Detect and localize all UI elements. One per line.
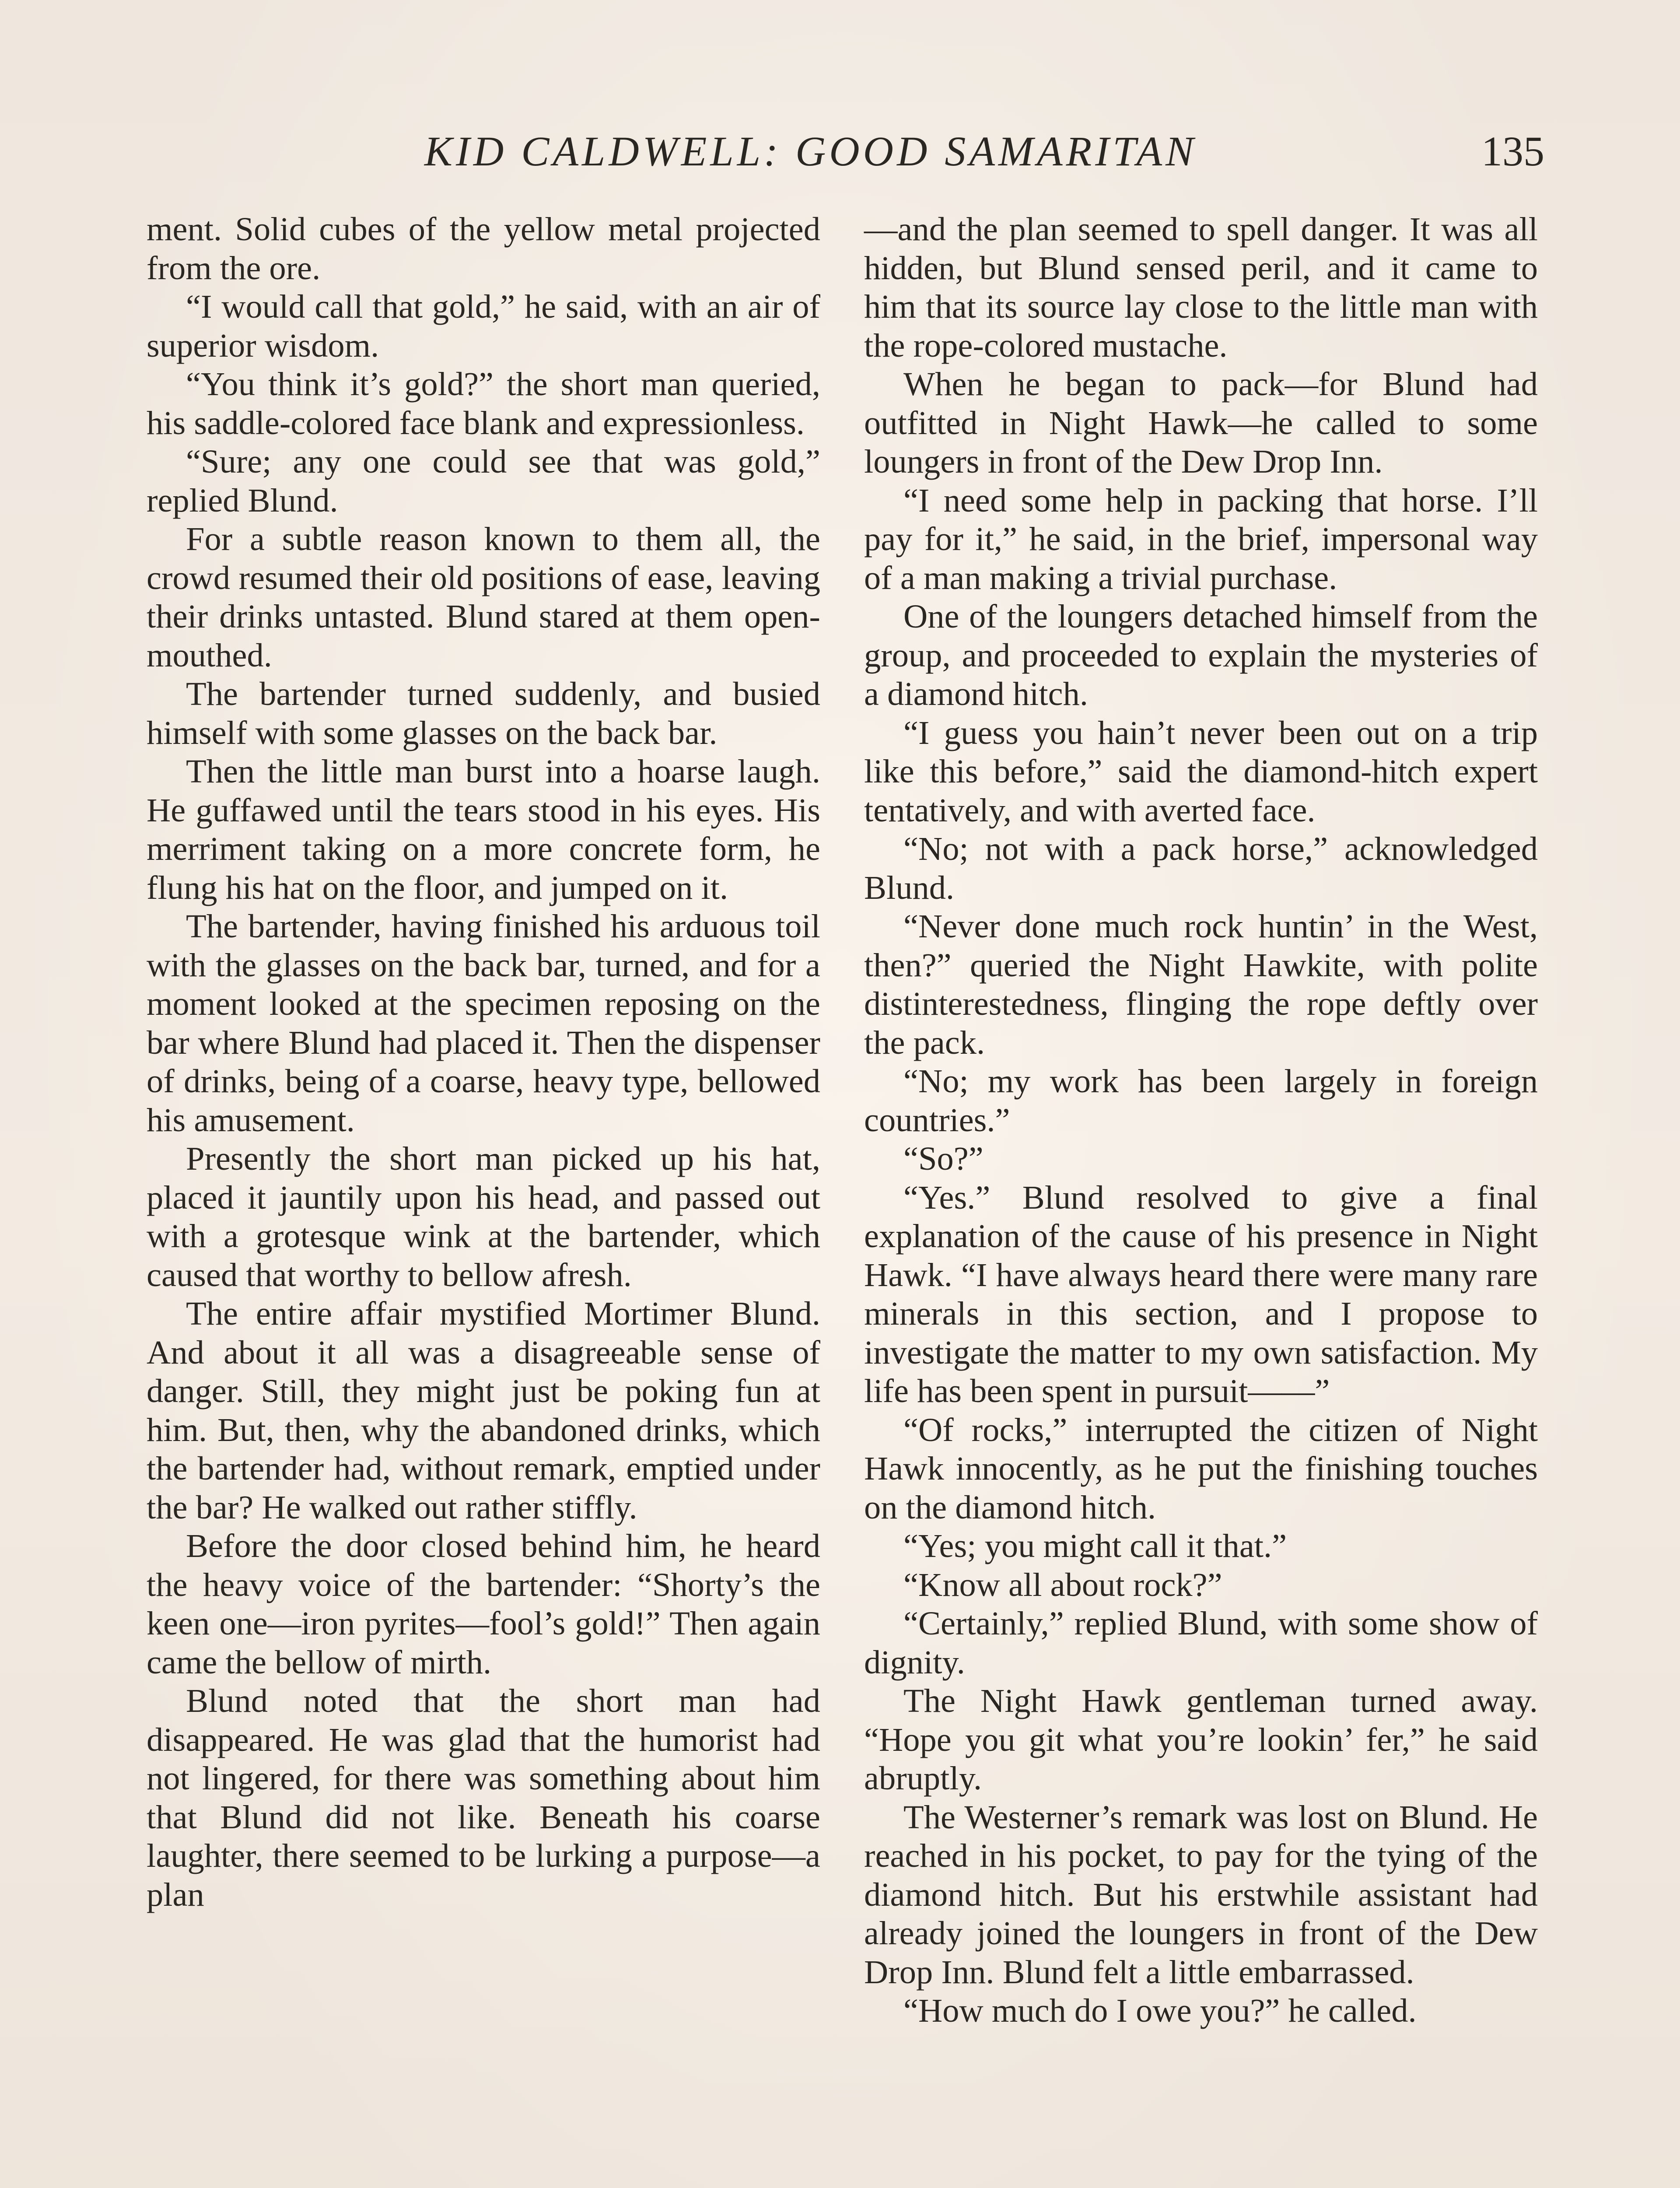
paragraph: ment. Solid cubes of the yellow metal projected from the ore. xyxy=(147,210,820,287)
paragraph: “So?” xyxy=(903,1140,984,1177)
paragraph: “I need some help in packing that horse. I’ll pay for it,” he said, in the brief, impersonal way of a man making a trivial purchase. xyxy=(864,481,1538,596)
running-title: KID CALDWELL: GOOD SAMARITAN xyxy=(424,128,1197,175)
paragraph: “I guess you hain’t never been out on a trip like this before,” said the diamond-hitch expert tentatively, and with averted face. xyxy=(864,714,1538,829)
right-column xyxy=(864,210,1538,2030)
paragraph: Before the door closed behind him, he heard the heavy voice of the bartender: “Shorty’s the keen one—iron pyrites—fool’s gold!” Then again came the bellow of mirth. xyxy=(147,1527,820,1681)
paragraph: “Know all about rock?” xyxy=(903,1566,1222,1603)
paragraph: One of the loungers detached himself from the group, and proceeded to explain the mysteries of a diamond hitch. xyxy=(864,598,1538,712)
page-header xyxy=(144,127,1544,188)
paragraph: The bartender, having finished his arduous toil with the glasses on the back bar, turned, and for a moment looked at the specimen reposing on the bar where Blund had placed it. Then the dispenser of drinks, being of a coarse, heavy type, bellowed his amusement. xyxy=(147,908,820,1139)
paragraph: “No; my work has been largely in foreign countries.” xyxy=(864,1062,1538,1139)
paragraph: The bartender turned suddenly, and busied himself with some glasses on the back bar. xyxy=(147,675,820,751)
paragraph: —and the plan seemed to spell danger. It was all hidden, but Blund sensed peril, and it came to him that its source lay close to the little man with the rope-colored mustache. xyxy=(864,210,1538,364)
page-number: 135 xyxy=(1481,128,1544,175)
paragraph: “No; not with a pack horse,” acknowledged Blund. xyxy=(864,830,1538,906)
paragraph: “Certainly,” replied Blund, with some show of dignity. xyxy=(864,1605,1538,1681)
paragraph: “How much do I owe you?” he called. xyxy=(903,1992,1417,2029)
paragraph: “Sure; any one could see that was gold,” replied Blund. xyxy=(147,443,820,519)
paragraph: The entire affair mystified Mortimer Blund. And about it all was a disagreeable sense of danger. Still, they might just be poking fun at him. But, then, why the abandoned drinks, which the bartender had, without remark, emptied under the bar? He walked out rather stiffly. xyxy=(147,1295,820,1526)
paragraph: The Night Hawk gentleman turned away. “Hope you git what you’re lookin’ fer,” he said abruptly. xyxy=(864,1682,1538,1797)
paragraph: Then the little man burst into a hoarse laugh. He guffawed until the tears stood in his eyes. His merriment taking on a more concrete form, he flung his hat on the floor, and jumped on it. xyxy=(147,753,820,906)
paragraph: “I would call that gold,” he said, with an air of superior wisdom. xyxy=(147,288,820,364)
paragraph: For a subtle reason known to them all, the crowd resumed their old positions of ease, leaving their drinks untasted. Blund stared at them open-mouthed. xyxy=(147,520,820,674)
paragraph: The Westerner’s remark was lost on Blund. He reached in his pocket, to pay for the tying of the diamond hitch. But his erstwhile assistant had already joined the loungers in front of the Dew Drop Inn. Blund felt a little embarrassed. xyxy=(864,1798,1538,1991)
left-column xyxy=(147,210,820,1914)
paragraph: “Yes; you might call it that.” xyxy=(903,1527,1287,1564)
paragraph: When he began to pack—for Blund had outfitted in Night Hawk—he called to some loungers in front of the Dew Drop Inn. xyxy=(864,365,1538,480)
paragraph: “Never done much rock huntin’ in the West, then?” queried the Night Hawkite, with polite distinterestedness, flinging the rope deftly over the pack. xyxy=(864,908,1538,1061)
paragraph: “You think it’s gold?” the short man queried, his saddle-colored face blank and expressionless. xyxy=(147,365,820,442)
paragraph: Presently the short man picked up his hat, placed it jauntily upon his head, and passed out with a grotesque wink at the bartender, which caused that worthy to bellow afresh. xyxy=(147,1140,820,1294)
paragraph: Blund noted that the short man had disappeared. He was glad that the humorist had not lingered, for there was something about him that Blund did not like. Beneath his coarse laughter, there seemed to be lurking a purpose—a plan xyxy=(147,1682,820,1913)
paragraph: “Of rocks,” interrupted the citizen of Night Hawk innocently, as he put the finishing touches on the diamond hitch. xyxy=(864,1411,1538,1526)
paragraph: “Yes.” Blund resolved to give a final explanation of the cause of his presence in Night Hawk. “I have always heard there were many rare minerals in this section, and I propose to investigate the matter to my own satisfaction. My life has been spent in pursuit——” xyxy=(864,1178,1538,1410)
